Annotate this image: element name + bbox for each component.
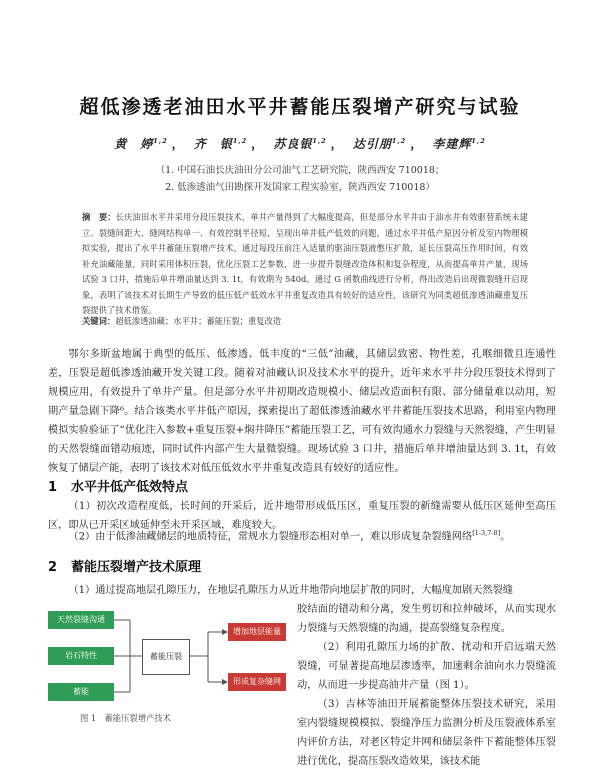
- author-name: 苏良银: [273, 137, 313, 151]
- keywords-text: 超低渗透油藏；水平井；蓄能压裂；重复改造: [115, 316, 282, 326]
- section-number: 1: [48, 480, 58, 495]
- section-title: 蓄能压裂增产技术原理: [71, 560, 202, 575]
- figure-box-energy-storage: 蓄能: [48, 683, 114, 701]
- body-paragraph: [48, 524, 556, 546]
- section-heading: [48, 556, 201, 575]
- paragraph-end: 。: [500, 531, 511, 543]
- author-affil-mark: 1,2: [312, 137, 327, 145]
- author-list: 黄 婷$^{1,2}$ ， 齐 银$^{1,2}$ ， 苏良银$^{1,2}$ ， 达引朋$^{1,2}$ ， 李建辉$^{1,2}$: [114, 137, 486, 151]
- keywords: [82, 315, 281, 327]
- abstract-label: 摘 要：: [82, 212, 116, 222]
- author-affil-mark: 1,2: [232, 137, 248, 145]
- affiliation-line: （1. 中国石油长庆油田分公司油气工艺研究院，陕西西安 710018；: [155, 165, 445, 176]
- section-number: 2: [48, 560, 58, 575]
- citation-ref: [1-3,7-8]: [472, 529, 501, 537]
- author-affil-mark: 1,2: [391, 137, 407, 145]
- abstract-text: 长庆油田水平井采用分段压裂技术，单井产量得到了大幅度提高，但是部分水平井由于油水井有效驱替系统未建立、裂缝间距大、缝网结构单一、有效控制半径短，呈现出单井低产低效的问题，通过水平井低产原因分析及室内物理模拟实验，提出了水平井蓄能压裂增产技术。通过每段压前注入适量的驱油压裂液憋压扩散，延长压裂高压作用时间，有效补充油藏能量，同时采用体积压裂，优化压裂工艺参数，进一步提升裂缝改造体积和复杂程度，从而提高单井产量，现场试验 3 口井，措施后单井增油量达到 3. 1t，有效期为 540d。通过 G 函数曲线进行分析，得出改造后出现微裂缝开启现象，表明了该技术对长期生产导致的低压低产低效水平井重复改造具有较好的适应性，该研究为同类超低渗透油藏重复压裂提供了技术借鉴。: [82, 212, 528, 315]
- author-name: 黄 婷: [114, 137, 154, 151]
- author-name: 齐 银: [193, 137, 233, 151]
- keywords-label: 关键词：: [82, 316, 116, 326]
- paper-title: 超低渗透老油田水平井蓄能压裂增产研究与试验: [79, 96, 521, 118]
- abstract: [82, 210, 528, 319]
- body-paragraph: （1）通过提高地层孔隙压力，在地层孔隙压力从近井地带向地层扩散的同时，大幅度加剧天然裂缝: [68, 585, 513, 596]
- author-affil-mark: 1,2: [471, 137, 486, 145]
- author-name: 达引朋: [352, 137, 392, 151]
- body-paragraph: （2）利用孔隙压力场的扩散、扰动和开启远端天然裂缝，可显著提高地层渗透率，加速剩余油向水力裂缝流动，从而进一步提高油井产量（图 1）。: [297, 642, 556, 691]
- body-paragraph: （3）吉林等油田开展蓄能整体压裂技术研究，采用室内裂缝规模模拟、裂缝净压力监测分析及压裂液体系室内评价方法，对老区特定井网和储层条件下蓄能整体压裂进行优化，提高压裂改造效果，该技术能: [297, 699, 556, 767]
- paragraph-text: （2）由于低渗油藏储层的地质特征，常规水力裂缝形态相对单一，难以形成复杂裂缝网络: [68, 531, 473, 543]
- intro-paragraph: 鄂尔多斯盆地属于典型的低压、低渗透、低丰度的“三低”油藏，其储层致密、物性差，孔喉细微且连通性差，压裂是超低渗透油藏开发关键工段。随着对油藏认识及技术水平的提升，近年来水平井分段压裂技术得到了规模应用，有效提升了单井产量。但是部分水平井初期改造规模小、储层改造面积有限、部分储量难以动用，短期产量急剧下降⁶。结合该类水平井低产原因，探索提出了超低渗透油藏水平井蓄能压裂技术思路，利用室内物理模拟实验验证了“优化注入参数+重复压裂+焖井降压”蓄能压裂工艺，可有效沟通水力裂缝与天然裂缝，产生明显的天然裂缝面错动痕迹，同时试件内部产生大量微裂缝。现场试验 3 口井，措施后单井增油量达到 3. 1t，有效恢复了储层产能，表明了该技术对低压低效水平井重复改造具有较好的适应性。: [48, 349, 556, 474]
- section-title: 水平井低产低效特点: [71, 480, 189, 495]
- author-name: 李建辉: [432, 137, 472, 151]
- figure-box-energy-fracturing: 蓄能压裂: [142, 639, 190, 675]
- affiliation-line: 2. 低渗透油气田勘探开发国家工程实验室，陕西西安 710018）: [165, 182, 435, 193]
- section-heading: [48, 476, 188, 495]
- figure-caption: 图 1 蓄能压裂增产技术: [80, 713, 171, 723]
- body-paragraph: （1）初次改造程度低，长时间的开采后，近井地带形成低压区，重复压裂的新缝需要从低压区延伸至高压区，即从已开采区域延伸至未开采区域，难度较大。: [48, 501, 556, 531]
- figure-box-formation-energy: 增加地层能量: [228, 623, 286, 641]
- right-column-text: [297, 600, 556, 771]
- figure-box-rock-property: 岩石特性: [48, 647, 114, 665]
- figure-box-complex-network: 形成复杂缝网: [228, 673, 286, 691]
- body-paragraph: 胶结面的错动和分离，发生剪切和拉伸破坏，从而实现水力裂缝与天然裂缝的沟通，提高裂缝复杂程度。: [297, 604, 556, 634]
- figure-box-natural-fracture: 天然裂缝沟通: [48, 611, 114, 629]
- figure-1: [48, 604, 288, 718]
- author-affil-mark: 1,2: [153, 137, 168, 145]
